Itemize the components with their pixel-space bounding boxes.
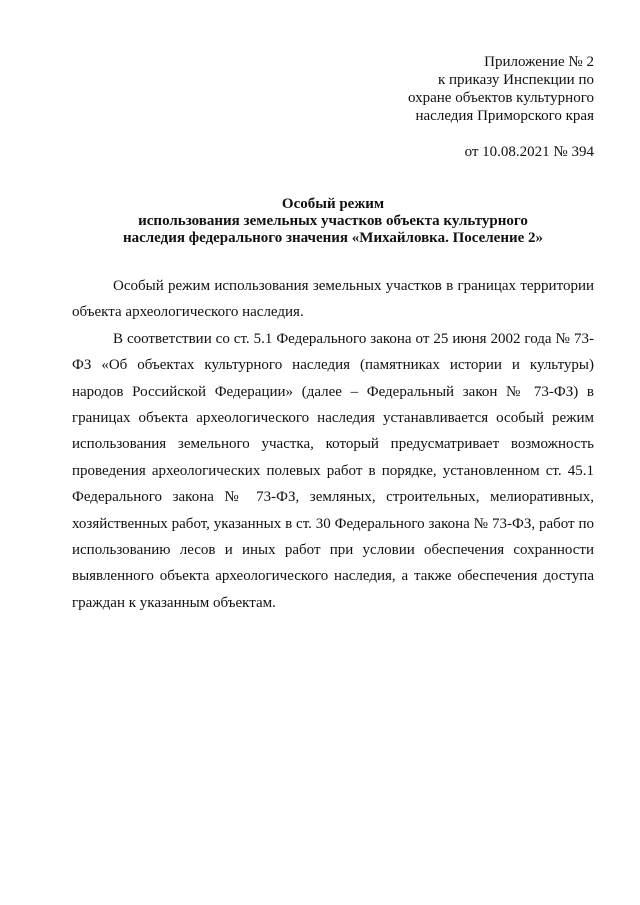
body-paragraph-1: Особый режим использования земельных участков в границах территории объекта археологического наследия. bbox=[72, 278, 594, 321]
appendix-region-line: наследия Приморского края bbox=[415, 108, 594, 124]
title-line-3: наследия федерального значения «Михайловка. Поселение 2» bbox=[122, 230, 544, 246]
appendix-order-line: к приказу Инспекции по bbox=[437, 72, 594, 88]
order-date-number: от 10.08.2021 № 394 bbox=[464, 144, 594, 160]
title-line-1: Особый режим bbox=[281, 196, 385, 212]
appendix-number: Приложение № 2 bbox=[484, 54, 594, 70]
appendix-header bbox=[380, 53, 594, 125]
body-paragraph-2: В соответствии со ст. 5.1 Федерального закона от 25 июня 2002 года № 73-ФЗ «Об объектах культурного наследия (памятниках истории и культуры) народов Российской Федерации» (далее – Федеральный закон № 73-ФЗ) в границах объекта археологического наследия устанавливается особый режим использования земельного участка, который предусматривает возможность проведения археологических полевых работ в порядке, установленном ст. 45.1 Федерального закона № 73-ФЗ, земляных, строительных, мелиоративных, хозяйственных работ, указанных в ст. 30 Федерального закона № 73-ФЗ, работ по использованию лесов и иных работ при условии обеспечения сохранности выявленного объекта археологического наследия, а также обеспечения доступа граждан к указанным объектам. bbox=[72, 330, 594, 611]
document-body bbox=[72, 273, 594, 616]
appendix-inspection-line: охране объектов культурного bbox=[407, 90, 594, 106]
title-line-2: использования земельных участков объекта культурного bbox=[138, 213, 528, 229]
document-title bbox=[72, 196, 594, 247]
